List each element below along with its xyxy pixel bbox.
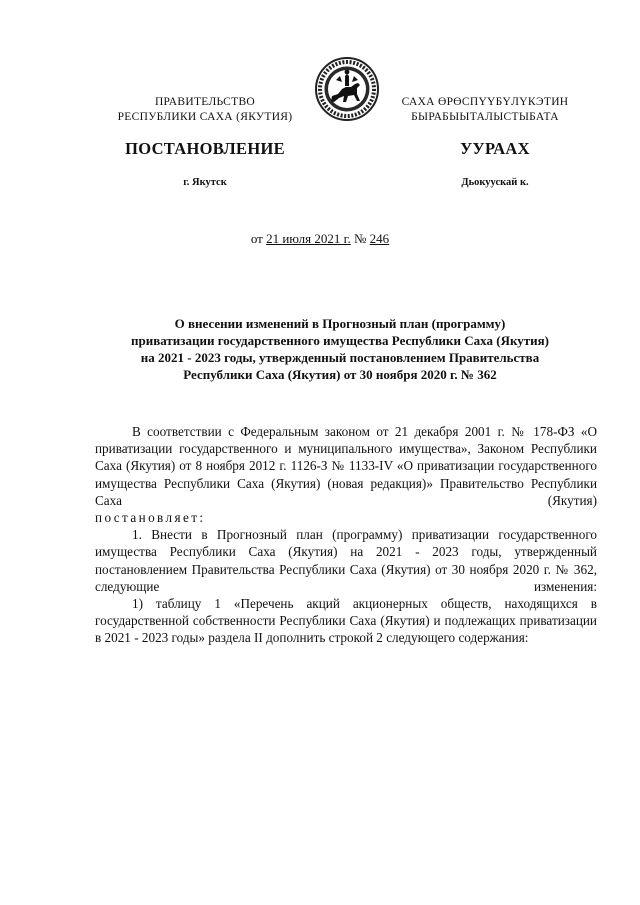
document-title [80, 315, 600, 383]
government-name-yakut-line2: БЫРАБЫЫТАЛЫСТЫБАТА [411, 111, 559, 123]
title-line: Республики Саха (Якутия) от 30 ноября 2020 г. № 362 [183, 367, 497, 382]
document-date-line [0, 231, 640, 247]
coat-of-arms-emblem-icon [314, 56, 380, 122]
city-russian: г. Якутск [183, 177, 227, 188]
title-line: на 2021 - 2023 годы, утвержденный постановлением Правительства [140, 350, 540, 365]
document-body [95, 423, 597, 647]
title-line: О внесении изменений в Прогнозный план (программу) [174, 316, 506, 331]
paragraph-decides [95, 509, 597, 526]
government-name-russian [100, 95, 310, 125]
paragraph-preamble: В соответствии с Федеральным законом от 21 декабря 2001 г. № 178-ФЗ «О приватизации государственного и муниципального имущества», Законом Республики Саха (Якутия) от 8 ноября 2012 г. 1126-З № 1133-IV «О приватизации государственного имущества Республики Саха (Якутия) (новая редакция)» Правительство Республики Саха (Якутия) [95, 424, 597, 508]
paragraph-subitem-1: 1) таблицу 1 «Перечень акций акционерных обществ, находящихся в государственной собственности Республики Саха (Якутия) и подлежащих приватизации в 2021 - 2023 годы» раздела II дополнить строкой 2 следующего содержания: [95, 596, 597, 646]
title-line: приватизации государственного имущества Республики Саха (Якутия) [130, 333, 550, 348]
document-type-russian: ПОСТАНОВЛЕНИЕ [125, 139, 285, 158]
paragraph-item-1: 1. Внести в Прогнозный план (программу) приватизации государственного имущества Республики Саха (Якутия) на 2021 - 2023 годы, утвержденный постановлением Правительства Республики Саха (Якутия) от 30 ноября 2020 г. № 362, следующие изменения: [95, 527, 597, 594]
government-name-line1: ПРАВИТЕЛЬСТВО [154, 96, 256, 108]
government-name-line2: РЕСПУБЛИКИ САХА (ЯКУТИЯ) [117, 111, 293, 123]
decides-word: постановляет: [95, 510, 206, 526]
government-name-yakut-line1: САХА ӨРӨСПҮҮБҮЛҮКЭТИН [401, 96, 569, 108]
date-prefix: от [250, 231, 267, 246]
government-name-yakut [380, 95, 590, 125]
number-sign: № [350, 231, 370, 246]
document-number: 246 [369, 231, 390, 246]
document-date: 21 июля 2021 г. [266, 231, 351, 246]
city-yakut: Дьокуускай к. [461, 177, 529, 188]
document-type-yakut: УУРААХ [460, 139, 530, 158]
